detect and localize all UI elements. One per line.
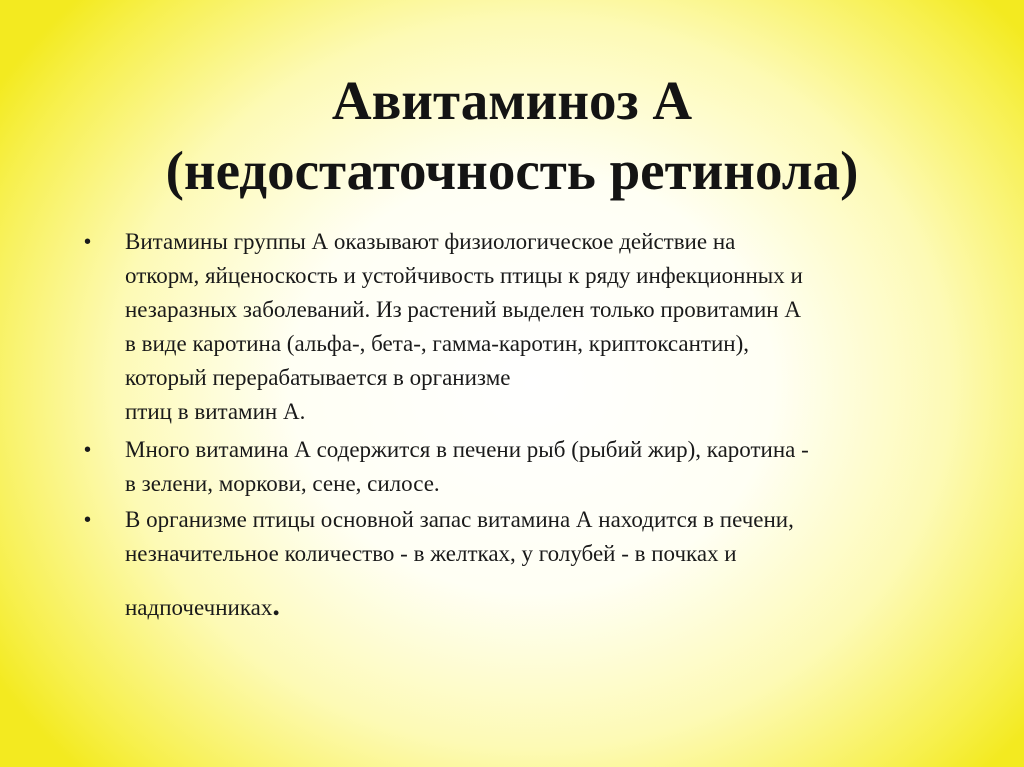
slide-title — [0, 66, 1024, 206]
bullet-icon: • — [84, 439, 92, 461]
bullet-icon: • — [84, 231, 92, 253]
bullet-list — [84, 225, 1004, 627]
title-line-2: (недостаточность ретинола) — [165, 140, 859, 201]
bullet-3-line-3 — [125, 591, 1004, 625]
title-line-1: Авитаминоз А — [331, 70, 693, 131]
bullet-item-1 — [84, 225, 1004, 429]
bullet-3-line-1: В организме птицы основной запас витамина А находится в печени, — [125, 507, 794, 532]
bullet-2-line-2: в зелени, моркови, сене, силосе. — [125, 471, 440, 496]
bullet-3-line-3-text: надпочечниках — [125, 595, 273, 620]
bullet-1-line-6: птиц в витамин А. — [125, 399, 306, 424]
bullet-1-line-1: Витамины группы А оказывают физиологическое действие на — [125, 229, 736, 254]
bullet-1-line-3: незаразных заболеваний. Из растений выделен только провитамин А — [125, 297, 801, 322]
bullet-1-line-5: который перерабатывается в организме — [125, 365, 511, 390]
bullet-3-end-mark: . — [272, 589, 280, 622]
bullet-icon: • — [84, 509, 92, 531]
bullet-3-line-2: незначительное количество - в желтках, у голубей - в почках и — [125, 541, 737, 566]
bullet-item-2 — [84, 433, 1004, 501]
bullet-2-line-1: Много витамина А содержится в печени рыб (рыбий жир), каротина - — [125, 437, 809, 462]
bullet-1-line-4: в виде каротина (альфа-, бета-, гамма-каротин, криптоксантин), — [125, 331, 749, 356]
bullet-item-3 — [84, 503, 1004, 625]
bullet-1-line-2: откорм, яйценоскость и устойчивость птицы к ряду инфекционных и — [125, 263, 803, 288]
